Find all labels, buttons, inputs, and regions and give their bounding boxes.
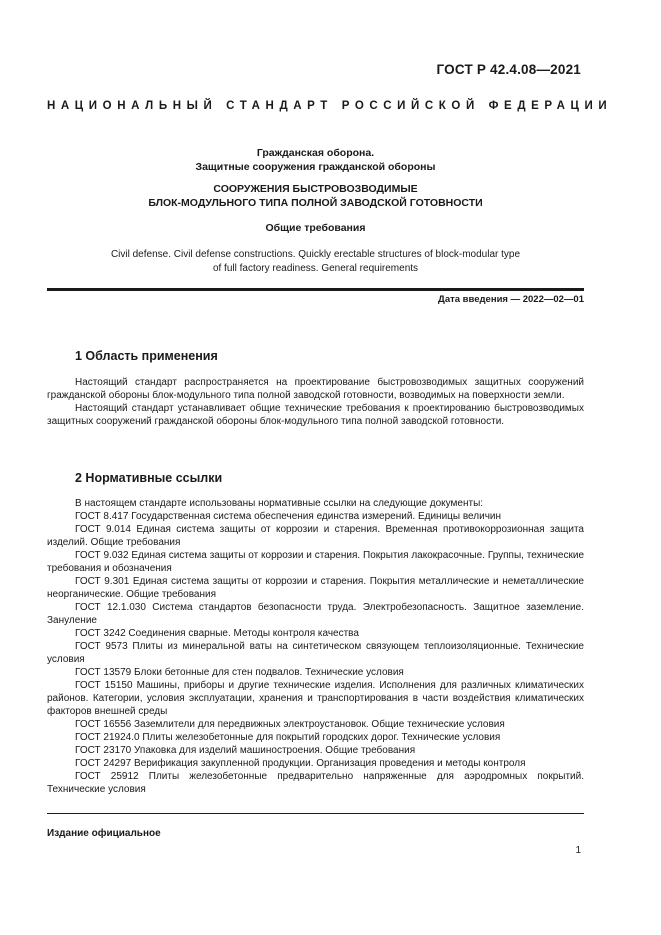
section-1-heading: 1 Область применения <box>75 349 218 363</box>
reference-item: ГОСТ 3242 Соединения сварные. Методы контроля качества <box>75 628 359 639</box>
section-2-body <box>47 497 584 796</box>
national-standard-heading: НАЦИОНАЛЬНЫЙ СТАНДАРТ РОССИЙСКОЙ ФЕДЕРАЦИИ <box>47 100 613 112</box>
section-1-body <box>47 376 584 428</box>
header-rule <box>47 288 584 291</box>
page-number: 1 <box>575 845 581 856</box>
title-line-2: Защитные сооружения гражданской обороны <box>195 161 436 173</box>
section-2-intro: В настоящем стандарте использованы нормативные ссылки на следующие документы: <box>75 498 484 509</box>
reference-item: ГОСТ 9.301 Единая система защиты от коррозии и старения. Покрытия металлические и неметаллические неорганические. Общие требования <box>47 576 584 600</box>
section-1-paragraph: Настоящий стандарт распространяется на проектирование быстровозводимых защитных сооружений гражданской обороны блок-модульного типа полной заводской готовности, возводимых на поверхности земли. <box>47 377 584 401</box>
reference-item: ГОСТ 16556 Заземлители для передвижных электроустановок. Общие технические условия <box>75 719 505 730</box>
section-2-heading: 2 Нормативные ссылки <box>75 471 223 485</box>
reference-item: ГОСТ 24297 Верификация закупленной продукции. Организация проведения и методы контроля <box>75 758 526 769</box>
footer-separator <box>47 813 584 814</box>
title-main-line-2: БЛОК-МОДУЛЬНОГО ТИПА ПОЛНОЙ ЗАВОДСКОЙ ГОТОВНОСТИ <box>148 197 483 209</box>
title-category <box>47 146 584 174</box>
date-of-introduction: Дата введения — 2022—02—01 <box>438 294 584 305</box>
title-line-1: Гражданская оборона. <box>256 147 375 159</box>
title-english <box>47 248 584 275</box>
reference-item: ГОСТ 9.014 Единая система защиты от коррозии и старения. Временная противокоррозионная защита изделий. Общие требования <box>47 524 584 548</box>
reference-item: ГОСТ 13579 Блоки бетонные для стен подвалов. Технические условия <box>75 667 404 678</box>
title-english-line-1: Civil defense. Civil defense constructions. Quickly erectable structures of block-modular type <box>110 249 521 260</box>
title-main-line-1: СООРУЖЕНИЯ БЫСТРОВОЗВОДИМЫЕ <box>213 183 418 195</box>
reference-item: ГОСТ 9.032 Единая система защиты от коррозии и старения. Покрытия лакокрасочные. Группы, технические требования и обозначения <box>47 550 584 574</box>
reference-item: ГОСТ 15150 Машины, приборы и другие технические изделия. Исполнения для различных климатических районов. Категории, условия эксплуатации, хранения и транспортирования в части воздействия климатических факторов внешней среды <box>47 680 584 717</box>
document-code: ГОСТ Р 42.4.08—2021 <box>436 62 581 77</box>
reference-item: ГОСТ 12.1.030 Система стандартов безопасности труда. Электробезопасность. Защитное заземление. Зануление <box>47 602 584 626</box>
title-main <box>47 182 584 210</box>
section-1-paragraph: Настоящий стандарт устанавливает общие технические требования к проектированию быстровозводимых защитных сооружений гражданской обороны блок-модульного типа полной заводской готовности. <box>47 403 584 427</box>
reference-item: ГОСТ 8.417 Государственная система обеспечения единства измерений. Единицы величин <box>75 511 502 522</box>
reference-item: ГОСТ 9573 Плиты из минеральной ваты на синтетическом связующем теплоизоляционные. Технические условия <box>47 641 584 665</box>
reference-item: ГОСТ 21924.0 Плиты железобетонные для покрытий городских дорог. Технические условия <box>75 732 501 743</box>
title-subtitle: Общие требования <box>265 222 366 234</box>
title-english-line-2: of full factory readiness. General requirements <box>212 262 419 274</box>
official-edition-label: Издание официальное <box>47 828 161 839</box>
reference-item: ГОСТ 23170 Упаковка для изделий машиностроения. Общие требования <box>75 745 416 756</box>
reference-item: ГОСТ 25912 Плиты железобетонные предварительно напряженные для аэродромных покрытий. Технические условия <box>47 771 584 795</box>
